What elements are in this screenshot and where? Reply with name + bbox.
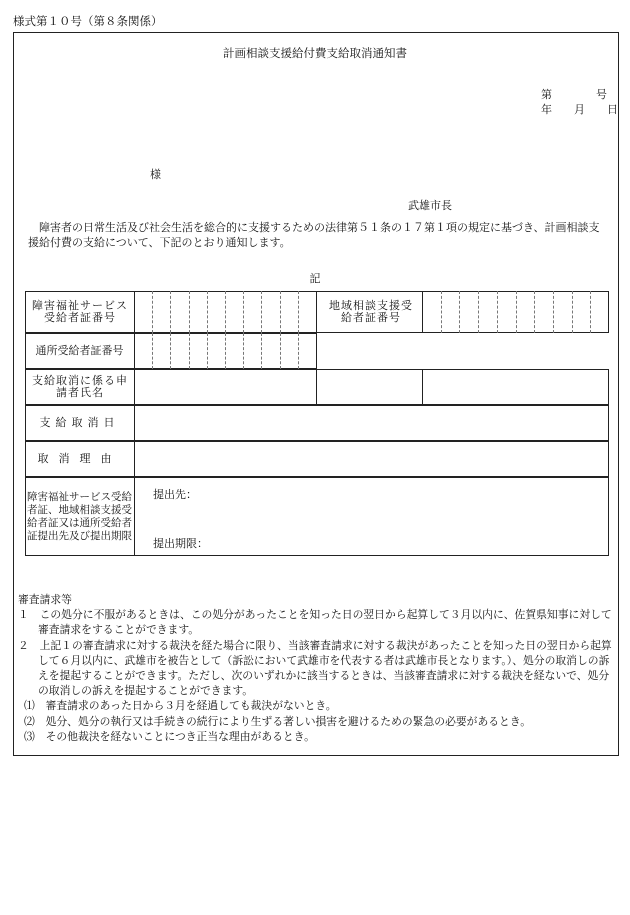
appeal-subitem-3: ⑶ その他裁決を経ないことにつき正当な理由があるとき。 [24, 729, 315, 743]
submission-destination-label: 提出先： [153, 488, 197, 501]
cell-divider [422, 291, 423, 333]
cancellation-date-field[interactable] [136, 407, 606, 439]
digit-box-divider [152, 291, 153, 333]
cell-divider [134, 369, 135, 405]
appeal-section [18, 592, 618, 744]
cell-divider [134, 477, 135, 556]
digit-box-divider [441, 291, 442, 333]
digit-box-divider [590, 291, 591, 333]
submission-deadline-label: 提出期限： [153, 537, 208, 550]
digit-box-divider [189, 333, 190, 369]
appeal-heading: 審査請求等 [18, 593, 72, 606]
cell-divider [316, 369, 317, 405]
digit-box-divider [225, 333, 226, 369]
document-number-label: 第 号 [541, 88, 607, 101]
digit-box-divider [261, 333, 262, 369]
commuting-cert-number-label: 通所受給者証番号 [35, 344, 124, 357]
digit-box-divider [225, 291, 226, 333]
digit-box-divider [280, 291, 281, 333]
cell-divider [316, 291, 317, 333]
appeal-item-1: １ この処分に不服があるときは、この処分があったことを知った日の翌日から起算して３月以内に、佐賀県知事に対して審査請求をすることができます。 [18, 608, 612, 637]
cell-divider [134, 405, 135, 441]
notice-body: 障害者の日常生活及び社会生活を総合的に支援するための法律第５１条の１７第１項の規定に基づき、計画相談支援給付費の支給について、下記のとおり通知します。 [28, 221, 600, 249]
cell-divider [134, 291, 135, 333]
sender-name: 武雄市長 [408, 199, 452, 212]
appeal-item-2: ２ 上記１の審査請求に対する裁決を経た場合に限り、当該審査請求に対する裁決があったことを知った日の翌日から起算して６月以内に、武雄市を被告として（訴訟において武雄市を代表する者は武雄市長となります。）、処分の取消しの訴えを提起することができます。ただし、次のいずれかに該当するときは、当該審査請求に対する裁決を経ないで、処分の取消しの訴えを提起することができます。 [18, 638, 612, 698]
digit-box-divider [189, 291, 190, 333]
digit-box-divider [497, 291, 498, 333]
digit-box-divider [207, 333, 208, 369]
digit-box-divider [243, 291, 244, 333]
submission-info-label: 障害福祉サービス受給者証、地域相談支援受給者証又は通所受給者証提出先及び提出期限 [27, 490, 132, 542]
digit-box-divider [478, 291, 479, 333]
community-cert-number-label: 地域相談支援受給者証番号 [329, 299, 413, 324]
digit-box-divider [572, 291, 573, 333]
digit-box-divider [207, 291, 208, 333]
cell-divider [134, 333, 135, 369]
digit-box-divider [298, 291, 299, 333]
digit-box-divider [170, 333, 171, 369]
applicant-name-label: 支給取消に係る申請者氏名 [32, 374, 128, 399]
cell-divider [134, 441, 135, 477]
service-cert-number-label: 障害福祉サービス受給者証番号 [32, 299, 128, 324]
digit-box-divider [534, 291, 535, 333]
cancellation-reason-field[interactable] [136, 443, 606, 475]
digit-box-divider [261, 291, 262, 333]
document-date-label: 年 月 日 [541, 103, 618, 116]
applicant-name-field[interactable] [136, 371, 314, 403]
document-title: 計画相談支援給付費支給取消通知書 [223, 46, 407, 60]
digit-box-divider [280, 333, 281, 369]
digit-box-divider [170, 291, 171, 333]
digit-box-divider [516, 291, 517, 333]
cancellation-reason-label: 取消理由 [37, 452, 122, 465]
digit-box-divider [459, 291, 460, 333]
digit-box-divider [553, 291, 554, 333]
appeal-subitem-1: ⑴ 審査請求のあった日から３月を経過しても裁決がないとき。 [24, 699, 337, 713]
digit-box-divider [152, 333, 153, 369]
digit-box-divider [298, 333, 299, 369]
cancellation-date-label: 支給取消日 [39, 416, 120, 429]
ki-heading: 記 [309, 272, 321, 285]
digit-box-divider [243, 333, 244, 369]
appeal-subitem-2: ⑵ 処分、処分の執行又は手続きの続行により生ずる著しい損害を避けるための緊急の必要があるとき。 [24, 714, 532, 728]
form-number-label: 様式第１０号（第８条関係） [13, 14, 163, 28]
cell-divider [422, 369, 423, 405]
recipient-suffix: 様 [150, 168, 161, 181]
